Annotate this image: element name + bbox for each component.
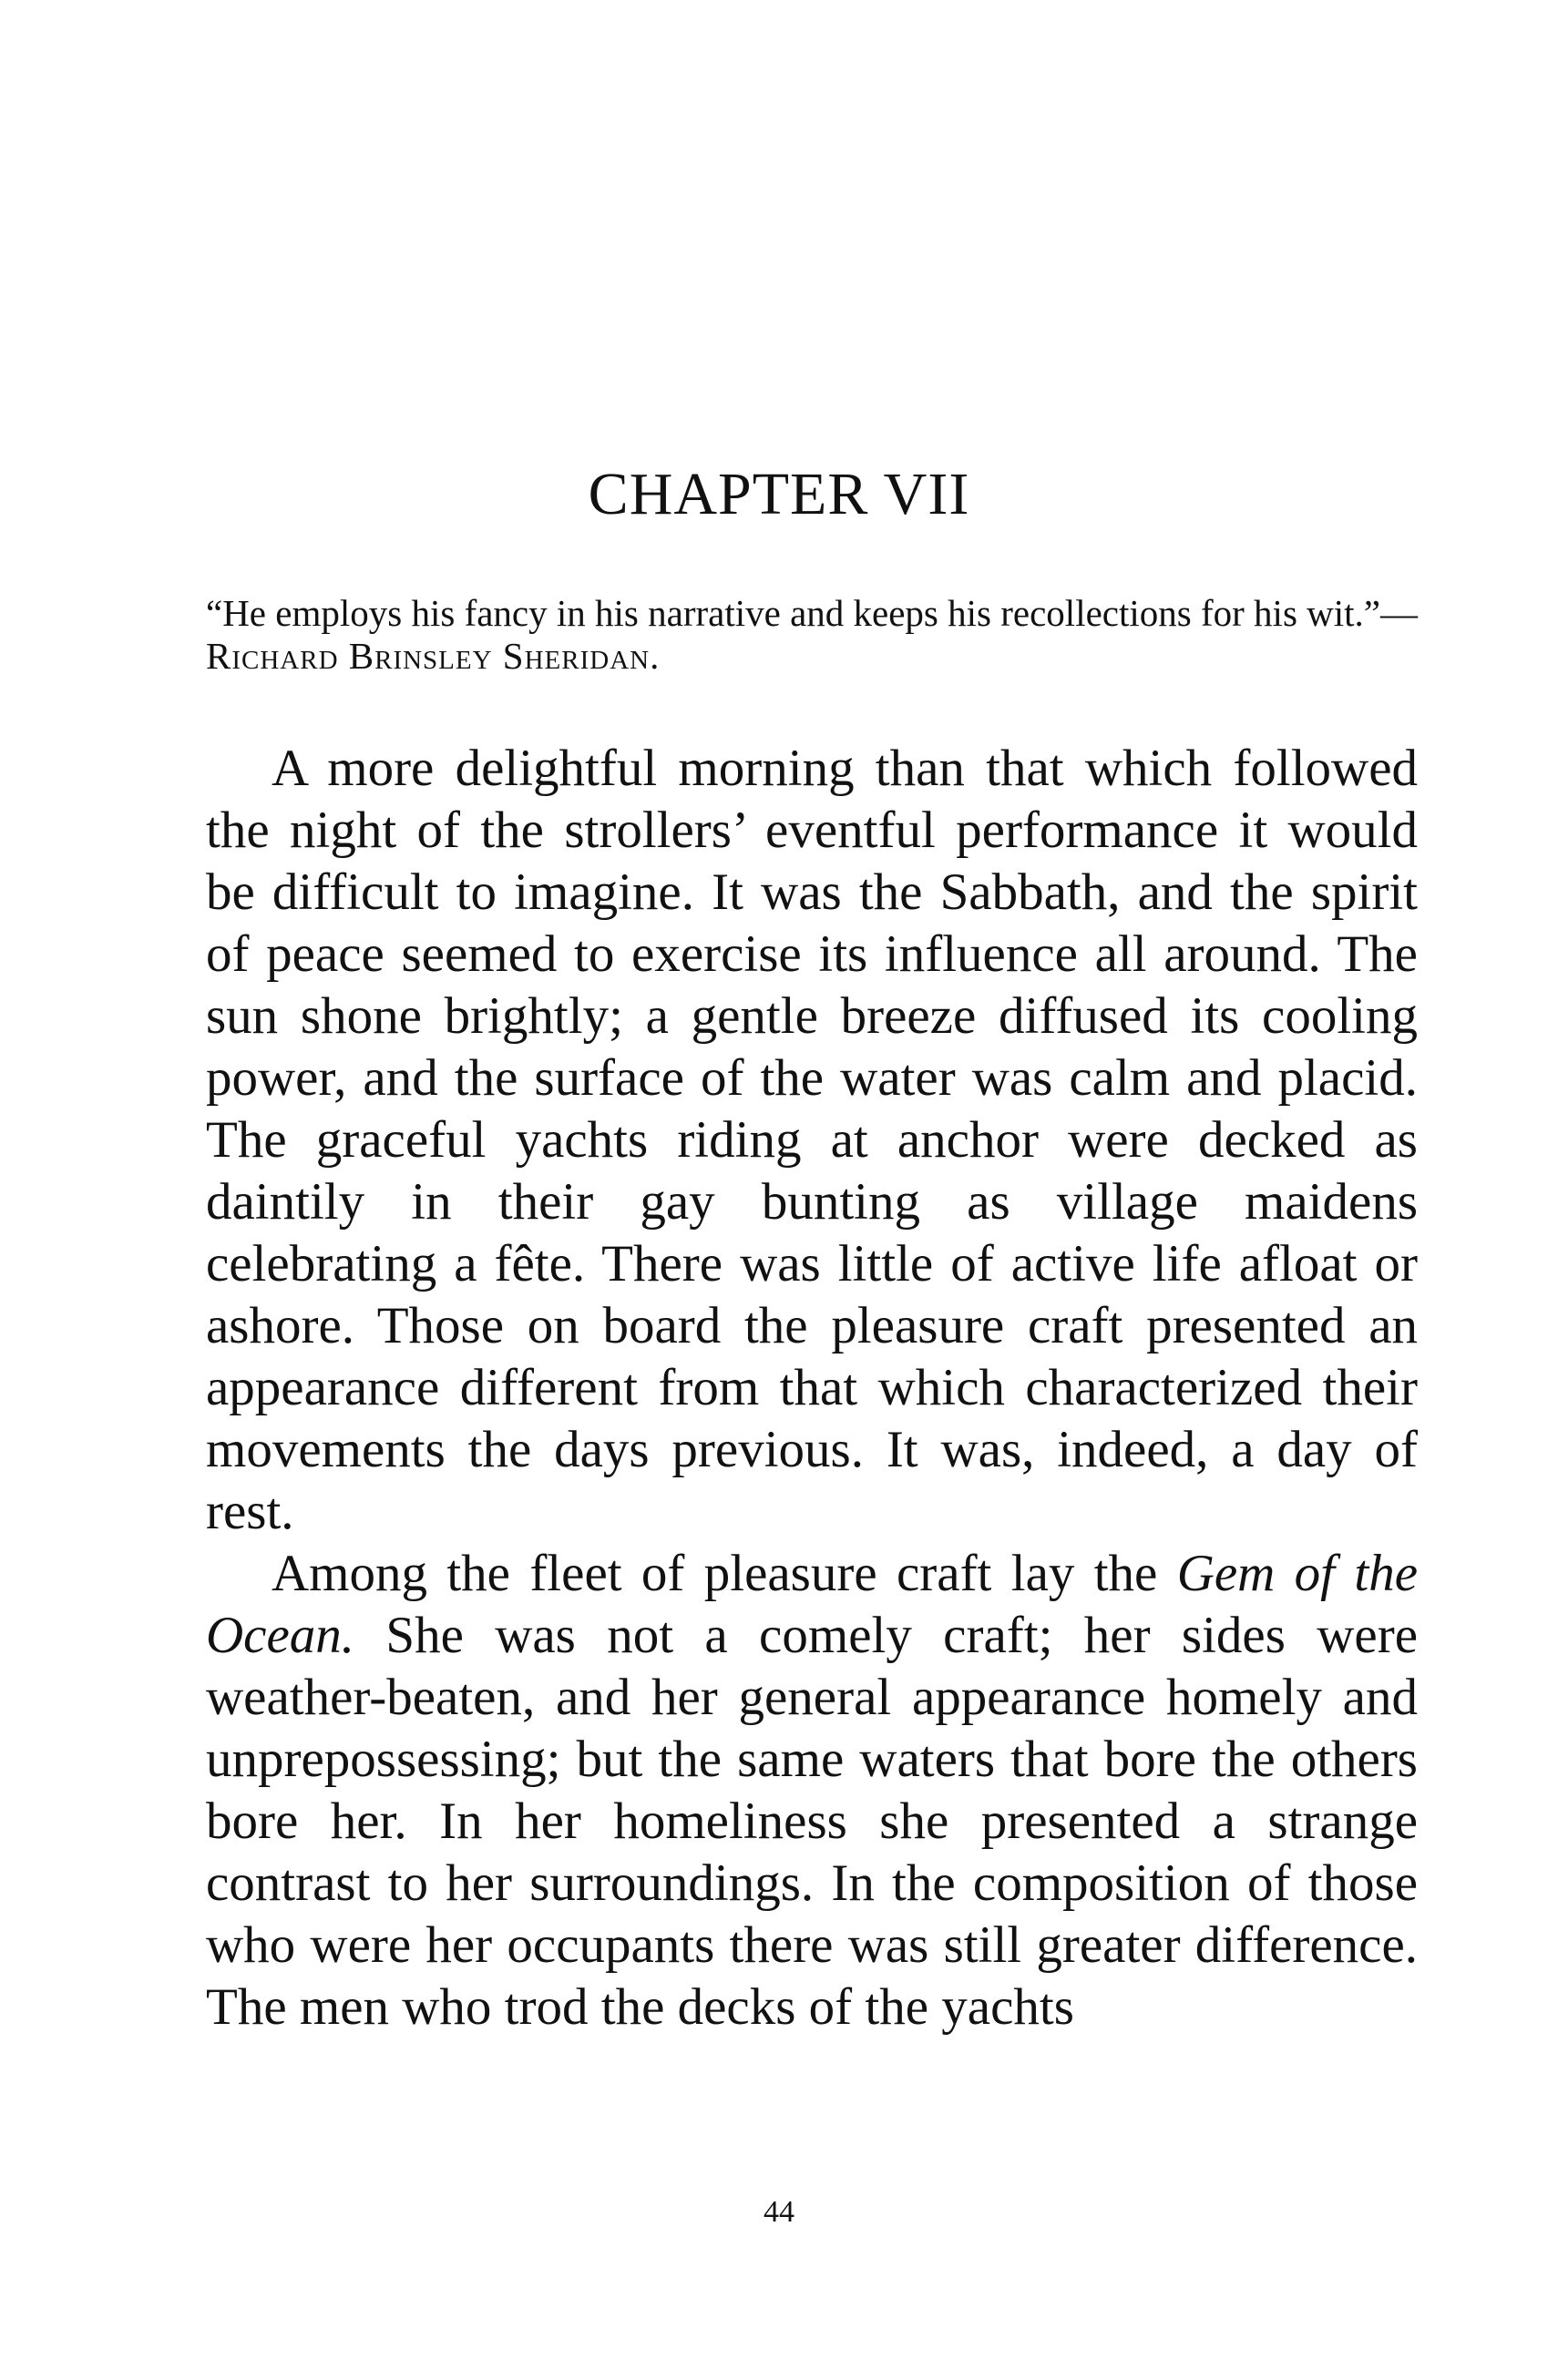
epigraph bbox=[206, 592, 1418, 678]
epigraph-attribution: Richard Brinsley Sheridan. bbox=[206, 635, 661, 677]
page-number: 44 bbox=[764, 2195, 794, 2229]
chapter-heading: CHAPTER VII bbox=[588, 461, 970, 527]
paragraph-2 bbox=[206, 1543, 1418, 2038]
paragraph-1: A more delightful morning than that which followed the night of the strollers’ eventful performance it would be difficult to imagine. It was the Sabbath, and the spirit of peace seemed to exercise its influence all around. The sun shone brightly; a gentle breeze diffused its cooling power, and the surface of the water was calm and placid. The graceful yachts riding at anchor were decked as daintily in their gay bunting as village maidens celebrating a fête. There was little of active life afloat or ashore. Those on board the pleasure craft presented an appearance different from that which characterized their movements the days previous. It was, indeed, a day of rest. bbox=[206, 740, 1418, 1540]
paragraph-2-lead: Among the fleet of pleasure craft lay the bbox=[272, 1545, 1177, 1602]
ship-name: Gem of the Ocean. bbox=[206, 1545, 1418, 1664]
chapter-body bbox=[206, 738, 1418, 2038]
paragraph-2-rest: She was not a comely craft; her sides were weather-beaten, and her general appearance homely and unprepossessing; but the same waters that bore the others bore her. In her homeliness she presented a strange contrast to her surroundings. In the composition of those who were her occupants there was still greater difference. The men who trod the decks of the yachts bbox=[206, 1607, 1418, 2036]
epigraph-quote: “He employs his fancy in his narrative and keeps his recollections for his wit.”— bbox=[206, 592, 1418, 634]
